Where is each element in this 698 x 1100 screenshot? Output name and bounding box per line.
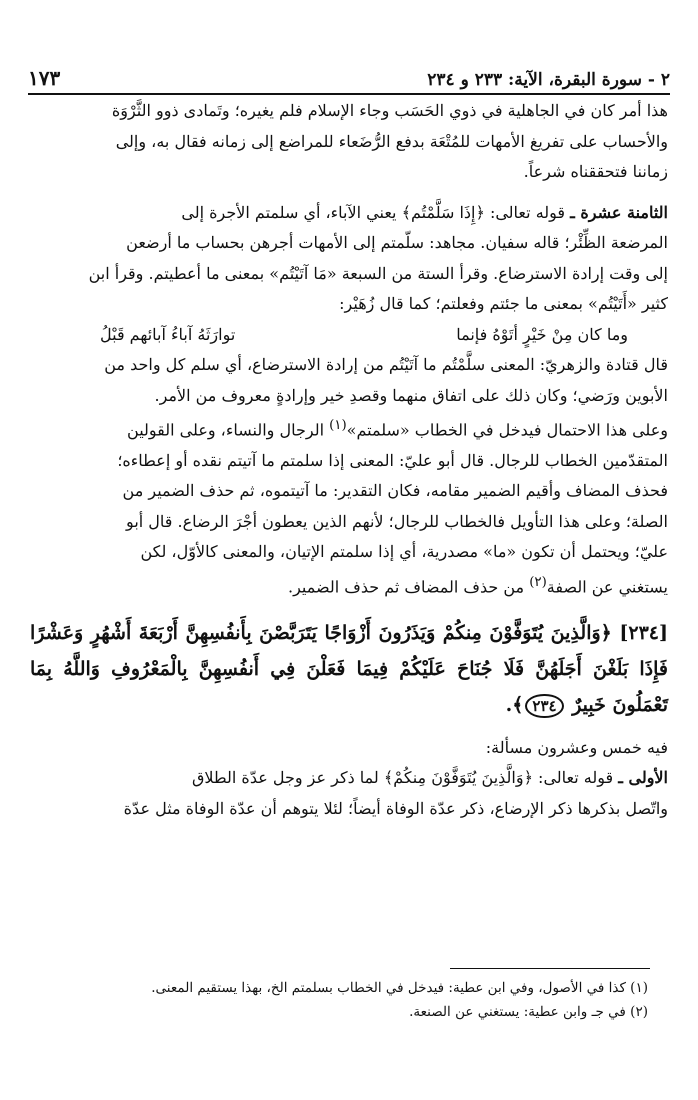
main-text (30, 96, 668, 824)
issue-label: الثامنة عشرة ـ (570, 202, 668, 222)
header-rule (28, 93, 670, 95)
text-span: وعلى هذا الاحتمال فيدخل في الخطاب «سلمتم» (346, 420, 668, 440)
text-line: المرضعة الظِّئْر؛ قاله سفيان. مجاهد: سلّمتم إلى الأمهات أجرهن بحساب ما أرضعن (126, 233, 668, 252)
poem-verse (30, 320, 668, 351)
running-title: ٢ - سورة البقرة، الآية: ٢٣٣ و ٢٣٤ (427, 70, 670, 90)
quran-verse (30, 615, 668, 723)
text-line: الصلة؛ وعلى هذا التأويل فالخطاب للرجال؛ لأنهم الذين يعطون أجْرَ الرضاع. قال أبو (126, 511, 668, 531)
verse-text: ﴿وَالَّذِينَ يُتَوَفَّوْنَ مِنكُمْ وَيَذَرُونَ أَزْوَاجًا يَتَرَبَّصْنَ بِأَنفُسِهِنَّ أَرْبَعَةَ أَشْهُرٍ وَعَشْرًا فَإِذَا بَلَغْنَ أَجَلَهُنَّ فَلَا جُنَاحَ عَلَيْكُمْ فِيمَا فَعَلْنَ فِي أَنفُسِهِنَّ بِالْمَعْرُوفِ وَاللَّهُ بِمَا تَعْمَلُونَ خَبِيرٌ (30, 621, 668, 716)
text-line: واتّصل بذكرها ذكر الإرضاع، ذكر عدّة الوفاة أيضاً؛ لئلا يتوهم أن عدّة الوفاة مثل عدّة (123, 798, 668, 818)
paragraph-gap (30, 603, 668, 615)
poem-hemistich-second: توارَثَهُ آباءُ آبائهم قَبْلُ (100, 324, 236, 344)
text-span: قوله تعالى: ﴿وَالَّذِينَ يُتَوَفَّوْنَ مِنكُمْ﴾ لما ذكر عز وجل عدّة الطلاق (191, 768, 619, 788)
issues-count-line: فيه خمس وعشرون مسألة: (485, 737, 668, 757)
text-line: قال قتادة والزهريّ: المعنى سلَّمْتُم ما آتَيْتُم من إرادة الاسترضاع، أي سلم كل واحد من (104, 355, 668, 374)
verse-close: ﴾. (505, 693, 524, 716)
text-span: قوله تعالى: ﴿إِذَا سَلَّمْتُم﴾ يعني الآباء، أي سلمتم الأجرة إلى (181, 202, 571, 222)
footnote-ref-1: (١) (329, 418, 347, 433)
verse-number: [٢٣٤] (619, 621, 668, 644)
text-line: والأحساب على تفريغ الأمهات للمُتْعَة بدفع الرُّضَعاء للمراضع إلى زمانه فقال به، وإلى (115, 131, 668, 151)
text-line: إلى وقت إرادة الاسترضاع. وقرأ الستة من السبعة «مَا آتَيْتُم» بمعنى ما أعطيتم. وقرأ ابن (88, 263, 668, 283)
footnotes (50, 976, 648, 1024)
text-line: هذا أمر كان في الجاهلية في ذوي الحَسَب وجاء الإسلام فلم يغيره؛ وتَمادى ذوو الثَّرْوَة (111, 101, 668, 120)
text-line: فحذف المضاف وأقيم الضمير مقامه، فكان التقدير: ما آتيتموه، ثم حذف الضمير من (122, 481, 668, 501)
poem-hemistich-first: وما كان مِنْ خَيْرٍ أتَوْهُ فإنما (456, 324, 628, 344)
footnote-ref-2: (٢) (529, 574, 547, 590)
text-line: كثير «أَتَيْتُم» بمعنى ما جئتم وفعلتم؛ كما قال زُهَيْر: (339, 294, 668, 313)
issue-label: الأولى ـ (618, 768, 668, 788)
text-line: عليّ؛ ويحتمل أن تكون «ما» مصدرية، أي إذا سلمتم الإتيان، والمعنى كالأوّل، لكن (140, 542, 668, 562)
text-line (30, 411, 668, 446)
issue-1-line (30, 763, 668, 794)
paragraph-gap (30, 188, 668, 198)
page-header (28, 60, 670, 90)
footnote-1: (١) كذا في الأصول، وفي ابن عطية: فيدخل في الخطاب بسلمتم الخ، بهذا يستقيم المعنى. (151, 980, 648, 996)
ayah-end-marker: ٢٣٤ (525, 694, 563, 718)
text-line: المتقدّمين الخطاب للرجال. قال أبو عليّ: المعنى إذا سلمتم ما آتيتم نقده أو إعطاءه؛ (117, 450, 668, 470)
footnote-rule (450, 968, 650, 969)
text-span: من حذف المضاف ثم حذف الضمير. (288, 577, 530, 597)
text-line: زماننا فتحققناه شرعاً. (523, 162, 668, 181)
paragraph-gap (30, 723, 668, 733)
text-span: يستغني عن الصفة (546, 577, 668, 597)
issue-18-line (30, 198, 668, 229)
page-number: ١٧٣ (28, 66, 61, 90)
text-span: الرجال والنساء، وعلى القولين (127, 420, 330, 440)
footnote-2: (٢) في جـ وابن عطية: يستغني عن الصنعة. (409, 1004, 648, 1020)
text-line: الأبوين ورَضي؛ وكان ذلك على اتفاق منهما وقصدِ خير وإرادةٍ معروف من الأمر. (154, 385, 668, 405)
text-line (30, 568, 668, 603)
